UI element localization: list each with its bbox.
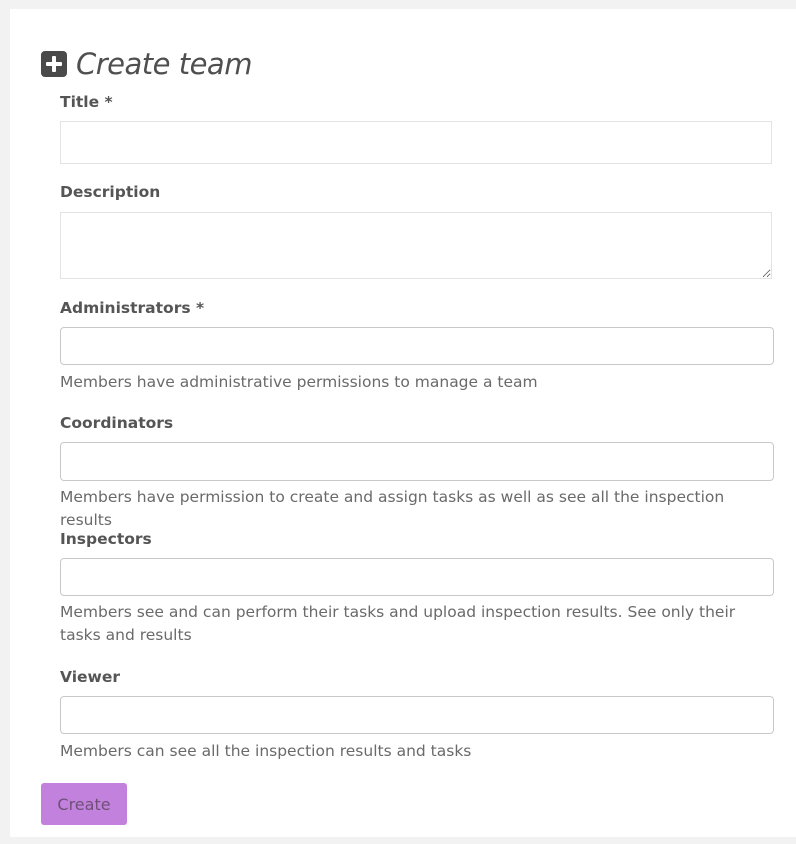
viewer-input[interactable]: [60, 696, 774, 734]
inspectors-label: Inspectors: [60, 530, 152, 548]
plus-square-icon: [41, 51, 67, 77]
title-input[interactable]: [60, 121, 772, 164]
viewer-help: Members can see all the inspection results and tasks: [60, 742, 472, 760]
description-label: Description: [60, 183, 161, 201]
page-title-text: Create team: [76, 47, 252, 81]
page-title: [41, 44, 252, 84]
coordinators-label: Coordinators: [60, 414, 174, 432]
title-label: Title *: [60, 93, 113, 111]
administrators-input[interactable]: [60, 327, 774, 365]
coordinators-input[interactable]: [60, 442, 774, 481]
administrators-help: Members have administrative permissions to manage a team: [60, 373, 538, 391]
description-textarea[interactable]: [60, 212, 772, 279]
administrators-label: Administrators *: [60, 299, 205, 317]
create-button[interactable]: Create: [41, 783, 127, 825]
inspectors-help: Members see and can perform their tasks and upload inspection results. See only their tasks and results: [60, 603, 736, 644]
coordinators-help: Members have permission to create and assign tasks as well as see all the inspection results: [60, 488, 725, 529]
viewer-label: Viewer: [60, 668, 121, 686]
create-team-panel: [10, 9, 796, 837]
inspectors-input[interactable]: [60, 558, 774, 596]
